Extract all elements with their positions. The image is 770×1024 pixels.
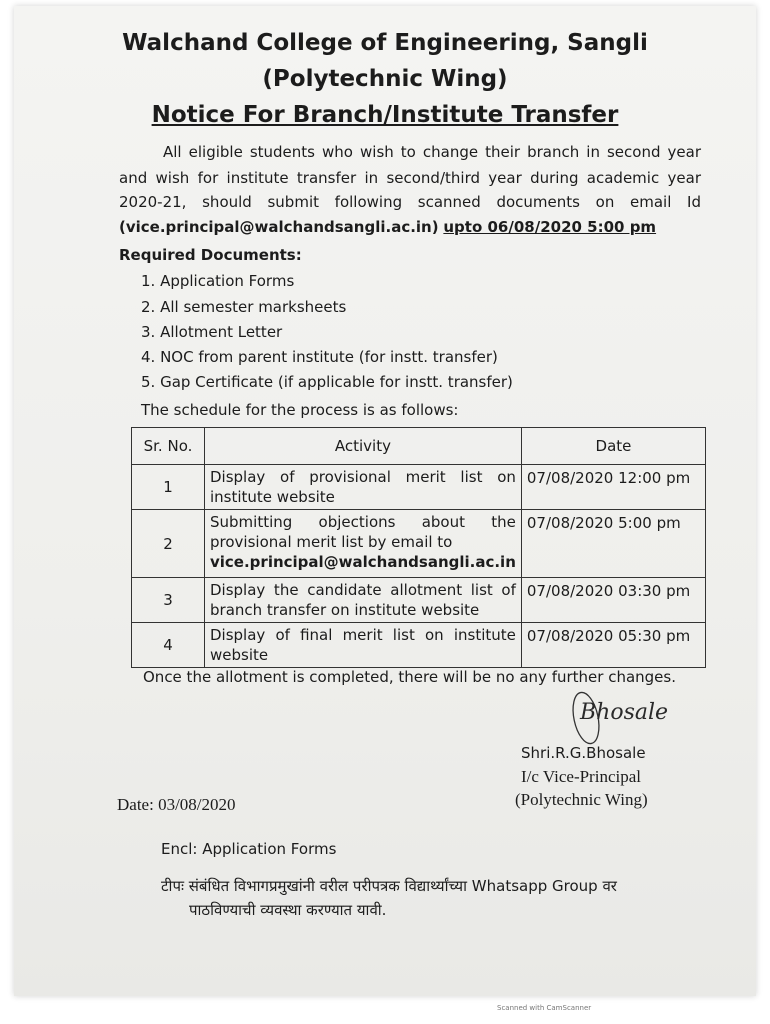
schedule-table (131, 427, 706, 668)
signature-scribble: Bhosale (580, 700, 669, 725)
row-date: 07/08/2020 12:00 pm (521, 465, 705, 510)
row-date: 07/08/2020 5:00 pm (521, 510, 705, 578)
row-sr: 3 (132, 578, 205, 623)
schedule-intro: The schedule for the process is as follows: (141, 401, 459, 419)
row-sr: 4 (132, 623, 205, 668)
contact-email: (vice.principal@walchandsangli.ac.in) (119, 218, 439, 236)
note-line-2: पाठविण्याची व्यवस्था करण्यात यावी. (189, 901, 387, 919)
list-item: 5. Gap Certificate (if applicable for instt. transfer) (141, 373, 513, 391)
college-name: Walchand College of Engineering, Sangli (122, 30, 648, 56)
intro-line-4 (119, 218, 656, 236)
list-item: 2. All semester marksheets (141, 298, 347, 316)
closing-statement: Once the allotment is completed, there will be no any further changes. (143, 668, 676, 686)
intro-line-1: All eligible students who wish to change their branch in second year (163, 143, 701, 161)
row-sr: 1 (132, 465, 205, 510)
header-date: Date (521, 428, 705, 465)
required-heading: Required Documents: (119, 246, 302, 264)
row-activity: Display of final merit list on institute website (205, 623, 522, 668)
note-line-1: टीपः संबंधित विभागप्रमुखांनी वरील परीपत्रक विद्यार्थ्यांच्या Whatsapp Group वर (161, 877, 617, 895)
intro-line-3: 2020-21, should submit following scanned documents on email Id (119, 193, 701, 211)
notice-date: Date: 03/08/2020 (117, 795, 236, 814)
wing-name: (Polytechnic Wing) (262, 66, 508, 92)
scanner-watermark: Scanned with CamScanner (497, 1004, 592, 1012)
enclosure: Encl: Application Forms (161, 840, 337, 858)
table-row (132, 578, 706, 623)
row-date: 07/08/2020 03:30 pm (521, 578, 705, 623)
list-item: 3. Allotment Letter (141, 323, 283, 341)
row-activity (205, 510, 522, 578)
table-header-row (132, 428, 706, 465)
signatory-wing: (Polytechnic Wing) (515, 790, 648, 809)
list-item: 1. Application Forms (141, 272, 295, 290)
row-activity: Display the candidate allotment list of branch transfer on institute website (205, 578, 522, 623)
row-date: 07/08/2020 05:30 pm (521, 623, 705, 668)
table-row (132, 623, 706, 668)
signatory-name: Shri.R.G.Bhosale (521, 744, 646, 762)
notice-title: Notice For Branch/Institute Transfer (151, 102, 619, 128)
row-activity-email: vice.principal@walchandsangli.ac.in (210, 553, 516, 571)
header-activity: Activity (205, 428, 522, 465)
row-sr: 2 (132, 510, 205, 578)
list-item: 4. NOC from parent institute (for instt. transfer) (141, 348, 498, 366)
row-activity: Display of provisional merit list on institute website (205, 465, 522, 510)
header-sr-no: Sr. No. (132, 428, 205, 465)
intro-line-2: and wish for institute transfer in second/third year during academic year (119, 169, 701, 187)
signatory-designation: I/c Vice-Principal (521, 767, 641, 786)
table-row (132, 510, 706, 578)
table-row (132, 465, 706, 510)
submission-deadline: upto 06/08/2020 5:00 pm (443, 218, 657, 236)
row-activity-text: Submitting objections about the provisional merit list by email to (210, 513, 516, 551)
